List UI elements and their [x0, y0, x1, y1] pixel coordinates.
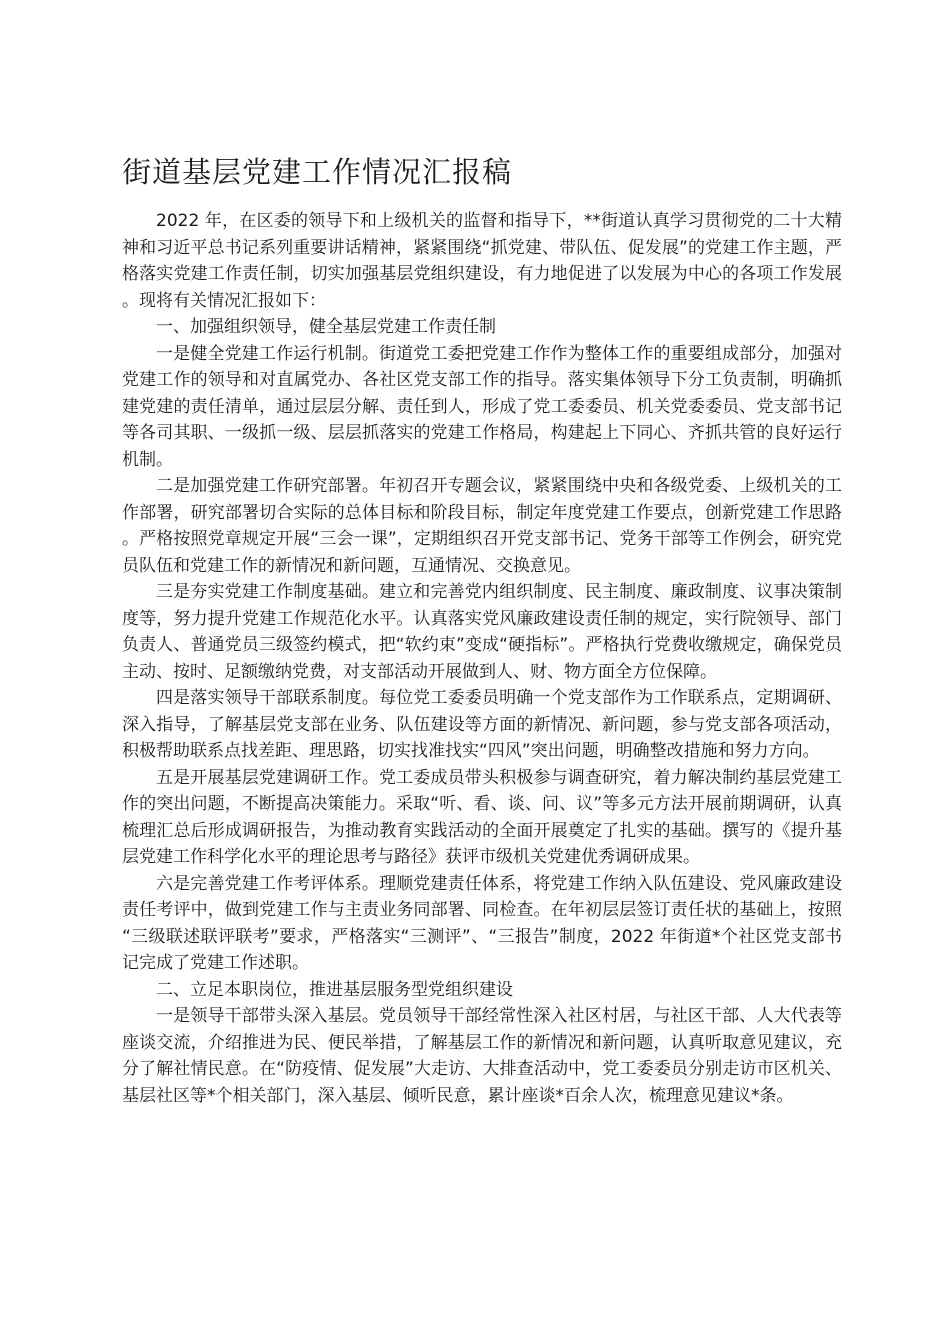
- section-heading-1: 一、加强组织领导，健全基层党建工作责任制: [156, 317, 496, 337]
- document-body: [122, 208, 842, 1109]
- paragraph-research-work: 五是开展基层党建调研工作。党工委成员带头积极参与调查研究，着力解决制约基层党建工作的突出问题，不断提高决策能力。采取“听、看、谈、问、议”等多元方法开展前期调研，认真梳理汇总后形成调研报告，为推动教育实践活动的全面开展奠定了扎实的基础。撰写的《提升基层党建工作科学化水平的理论思考与路径》获评市级机关党建优秀调研成果。: [122, 767, 842, 867]
- paragraph-evaluation-system: 六是完善党建工作考评体系。理顺党建责任体系，将党建工作纳入队伍建设、党风廉政建设责任考评中，做到党建工作与主责业务同部署、同检查。在年初层层签订责任状的基础上，按照“三级联述联评联考”要求，严格落实“三测评”、“三报告”制度，2022 年街道*个社区党支部书记完成了党建工作述职。: [122, 873, 842, 973]
- intro-paragraph: 2022 年，在区委的领导下和上级机关的监督和指导下，**街道认真学习贯彻党的二十大精神和习近平总书记系列重要讲话精神，紧紧围绕“抓党建、带队伍、促发展”的党建工作主题，严格落实党建工作责任制，切实加强基层党组织建设，有力地促进了以发展为中心的各项工作发展。现将有关情况汇报如下：: [122, 211, 842, 311]
- paragraph-system-foundation: 三是夯实党建工作制度基础。建立和完善党内组织制度、民主制度、廉政制度、议事决策制度等，努力提升党建工作规范化水平。认真落实党风廉政建设责任制的规定，实行院领导、部门负责人、普通党员三级签约模式，把“软约束”变成“硬指标”。严格执行党费收缴规定，确保党员主动、按时、足额缴纳党费，对支部活动开展做到人、财、物方面全方位保障。: [122, 582, 842, 682]
- paragraph-leaders-grassroots: 一是领导干部带头深入基层。党员领导干部经常性深入社区村居，与社区干部、人大代表等座谈交流，介绍推进为民、便民举措，了解基层工作的新情况和新问题，认真听取意见建议，充分了解社情民意。在“防疫情、促发展”大走访、大排查活动中，党工委委员分别走访市区机关、基层社区等*个相关部门，深入基层、倾听民意，累计座谈*百余人次，梳理意见建议*条。: [122, 1006, 842, 1106]
- document-title: 街道基层党建工作情况汇报稿: [122, 155, 513, 189]
- section-heading-2: 二、立足本职岗位，推进基层服务型党组织建设: [156, 979, 513, 1000]
- paragraph-leader-contact: 四是落实领导干部联系制度。每位党工委委员明确一个党支部作为工作联系点，定期调研、深入指导，了解基层党支部在业务、队伍建设等方面的新情况、新问题，参与党支部各项活动，积极帮助联系点找差距、理思路，切实找准找实“四风”突出问题，明确整改措施和努力方向。: [122, 688, 842, 761]
- paragraph-operation-mechanism: 一是健全党建工作运行机制。街道党工委把党建工作作为整体工作的重要组成部分，加强对党建工作的领导和对直属党办、各社区党支部工作的指导。落实集体领导下分工负责制，明确抓建党建的责任清单，通过层层分解、责任到人，形成了党工委委员、机关党委委员、党支部书记等各司其职、一级抓一级、层层抓落实的党建工作格局，构建起上下同心、齐抓共管的良好运行机制。: [122, 343, 842, 470]
- paragraph-research-deployment: 二是加强党建工作研究部署。年初召开专题会议，紧紧围绕中央和各级党委、上级机关的工作部署，研究部署切合实际的总体目标和阶段目标，制定年度党建工作要点，创新党建工作思路。严格按照党章规定开展“三会一课”，定期组织召开党支部书记、党务干部等工作例会，研究党员队伍和党建工作的新情况和新问题，互通情况、交换意见。: [122, 476, 842, 576]
